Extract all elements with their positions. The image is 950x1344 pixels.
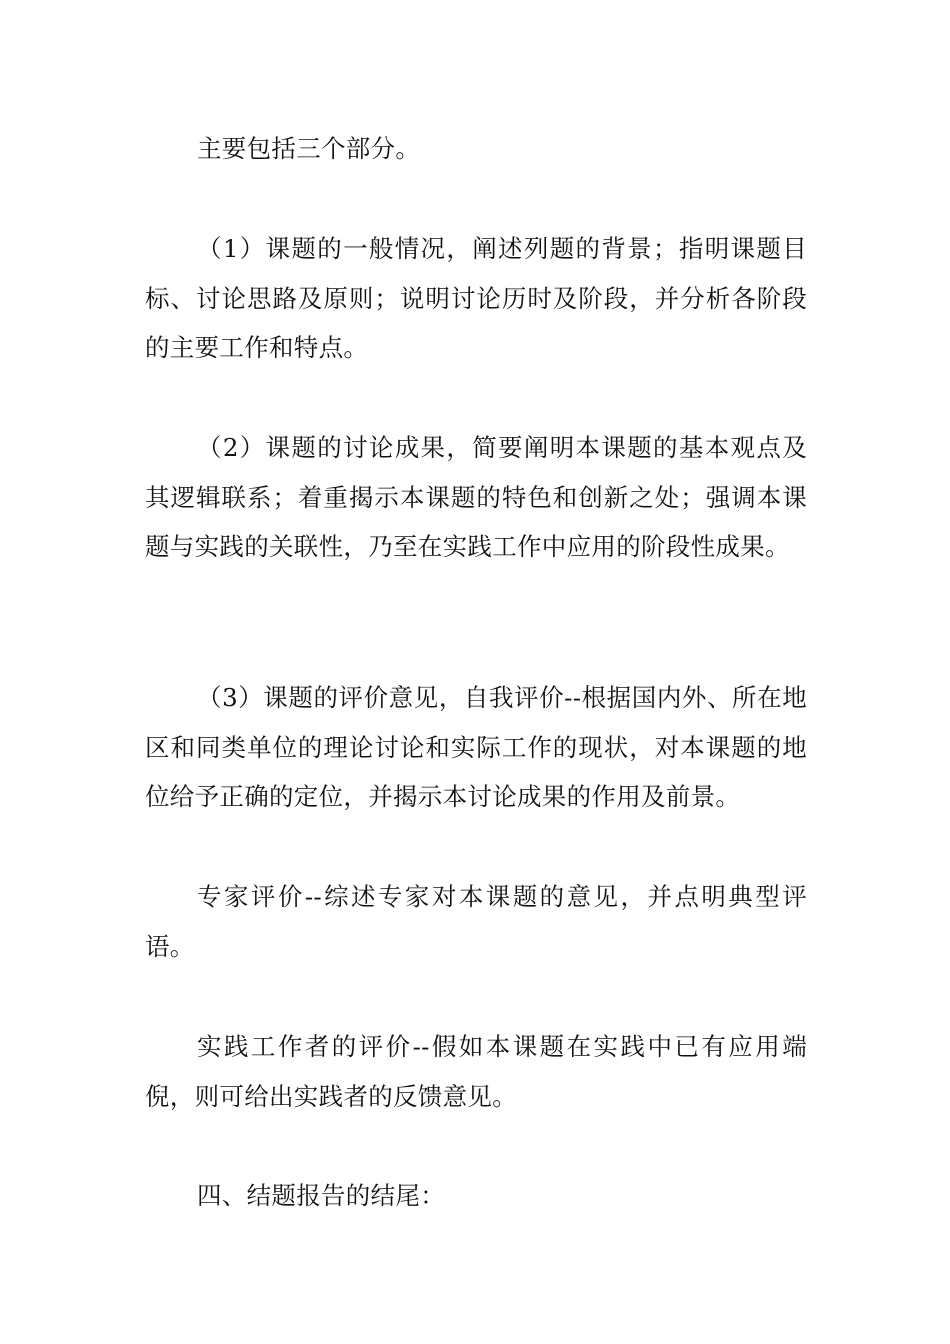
paragraph-item-3: （3）课题的评价意见，自我评价--根据国内外、所在地区和同类单位的理论讨论和实际工作的现状，对本课题的地位给予正确的定位，并揭示本讨论成果的作用及前景。 — [145, 683, 807, 811]
paragraph-item-2: （2）课题的讨论成果，简要阐明本课题的基本观点及其逻辑联系；着重揭示本课题的特色和创新之处；强调本课题与实践的关联性，乃至在实践工作中应用的阶段性成果。 — [145, 433, 807, 561]
paragraph-item-1: （1）课题的一般情况，阐述列题的背景；指明课题目标、讨论思路及原则；说明讨论历时及阶段，并分析各阶段的主要工作和特点。 — [145, 234, 807, 362]
paragraph-intro: 主要包括三个部分。 — [197, 134, 421, 163]
section-heading-ending: 四、结题报告的结尾： — [197, 1181, 445, 1210]
paragraph-expert-review: 专家评价--综述专家对本课题的意见，并点明典型评语。 — [145, 882, 807, 961]
paragraph-practitioner-review: 实践工作者的评价--假如本课题在实践中已有应用端倪，则可给出实践者的反馈意见。 — [145, 1032, 807, 1111]
